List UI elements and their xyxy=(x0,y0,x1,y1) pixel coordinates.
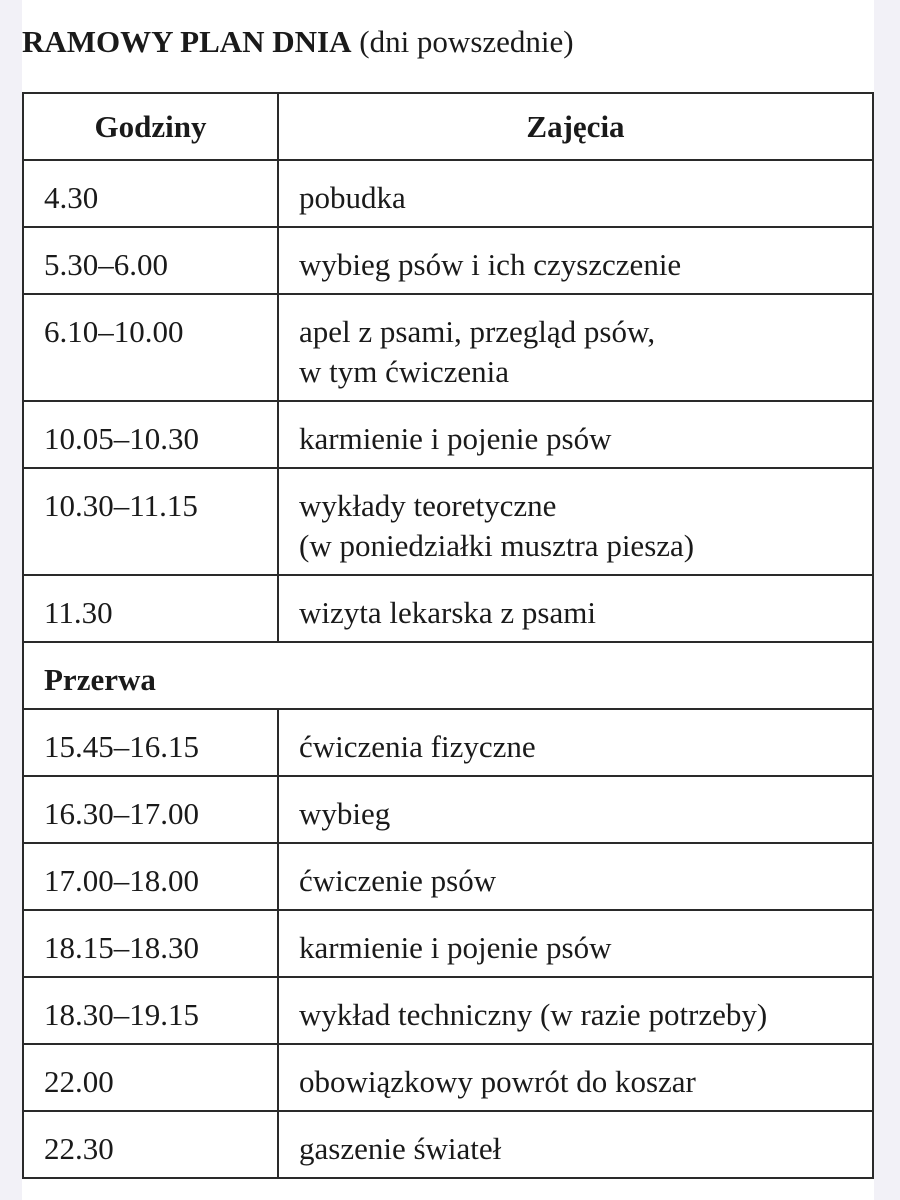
time-text: 10.05–10.30 xyxy=(44,421,199,456)
activity-line: wizyta lekarska z psami xyxy=(299,595,596,630)
activity-line: ćwiczenie psów xyxy=(299,863,497,898)
activity-cell xyxy=(278,977,873,1044)
time-cell xyxy=(23,227,278,294)
table-row xyxy=(23,294,873,401)
time-text: 15.45–16.15 xyxy=(44,729,199,764)
time-text: 16.30–17.00 xyxy=(44,796,199,831)
activity-line: apel z psami, przegląd psów, xyxy=(299,314,656,349)
table-row xyxy=(23,1111,873,1178)
time-text: 11.30 xyxy=(44,595,113,630)
activity-cell xyxy=(278,294,873,401)
activity-cell xyxy=(278,401,873,468)
table-header-row xyxy=(23,93,873,160)
activity-line: karmienie i pojenie psów xyxy=(299,930,612,965)
time-cell xyxy=(23,468,278,575)
title-bold: RAMOWY PLAN DNIA xyxy=(22,24,352,59)
activity-cell xyxy=(278,843,873,910)
time-cell xyxy=(23,843,278,910)
time-cell xyxy=(23,575,278,642)
activity-cell xyxy=(278,709,873,776)
table-row xyxy=(23,227,873,294)
time-cell xyxy=(23,160,278,227)
time-text: 18.15–18.30 xyxy=(44,930,199,965)
break-row xyxy=(23,642,873,709)
time-text: 10.30–11.15 xyxy=(44,488,198,523)
time-cell xyxy=(23,1111,278,1178)
table-row xyxy=(23,468,873,575)
time-text: 18.30–19.15 xyxy=(44,997,199,1032)
time-cell xyxy=(23,977,278,1044)
activity-cell xyxy=(278,227,873,294)
break-cell xyxy=(23,642,873,709)
time-text: 6.10–10.00 xyxy=(44,314,184,349)
table-row xyxy=(23,910,873,977)
header-activities: Zajęcia xyxy=(278,93,873,160)
activity-line: wybieg psów i ich czyszczenie xyxy=(299,247,682,282)
time-cell xyxy=(23,294,278,401)
activity-cell xyxy=(278,1111,873,1178)
activity-cell xyxy=(278,910,873,977)
table-row xyxy=(23,575,873,642)
time-cell xyxy=(23,910,278,977)
schedule-table xyxy=(22,92,874,1179)
activity-cell xyxy=(278,468,873,575)
header-hours: Godziny xyxy=(23,93,278,160)
activity-line: wykłady teoretyczne xyxy=(299,488,557,523)
table-body xyxy=(23,160,873,1178)
activity-line: wybieg xyxy=(299,796,391,831)
time-cell xyxy=(23,776,278,843)
table-row xyxy=(23,776,873,843)
time-cell xyxy=(23,401,278,468)
activity-line: ćwiczenia fizyczne xyxy=(299,729,536,764)
activity-cell xyxy=(278,160,873,227)
activity-line: karmienie i pojenie psów xyxy=(299,421,612,456)
time-cell xyxy=(23,1044,278,1111)
time-text: 17.00–18.00 xyxy=(44,863,199,898)
time-cell xyxy=(23,709,278,776)
activity-line: gaszenie świateł xyxy=(299,1131,502,1166)
activity-line: wykład techniczny (w razie potrzeby) xyxy=(299,997,768,1032)
activity-line: obowiązkowy powrót do koszar xyxy=(299,1064,696,1099)
table-row xyxy=(23,977,873,1044)
document-page xyxy=(22,0,874,1200)
time-text: 4.30 xyxy=(44,180,99,215)
table-row xyxy=(23,401,873,468)
activity-line: pobudka xyxy=(299,180,406,215)
time-text: 22.00 xyxy=(44,1064,114,1099)
time-text: 5.30–6.00 xyxy=(44,247,168,282)
activity-line: w tym ćwiczenia xyxy=(299,354,510,389)
time-text: 22.30 xyxy=(44,1131,114,1166)
title-subtitle: (dni powszednie) xyxy=(359,24,574,59)
activity-cell xyxy=(278,1044,873,1111)
page-title xyxy=(22,22,574,62)
activity-cell xyxy=(278,575,873,642)
activity-cell xyxy=(278,776,873,843)
table-row xyxy=(23,709,873,776)
break-label: Przerwa xyxy=(44,662,156,697)
table-row xyxy=(23,843,873,910)
table-row xyxy=(23,160,873,227)
activity-line: (w poniedziałki musztra piesza) xyxy=(299,528,695,563)
table-row xyxy=(23,1044,873,1111)
